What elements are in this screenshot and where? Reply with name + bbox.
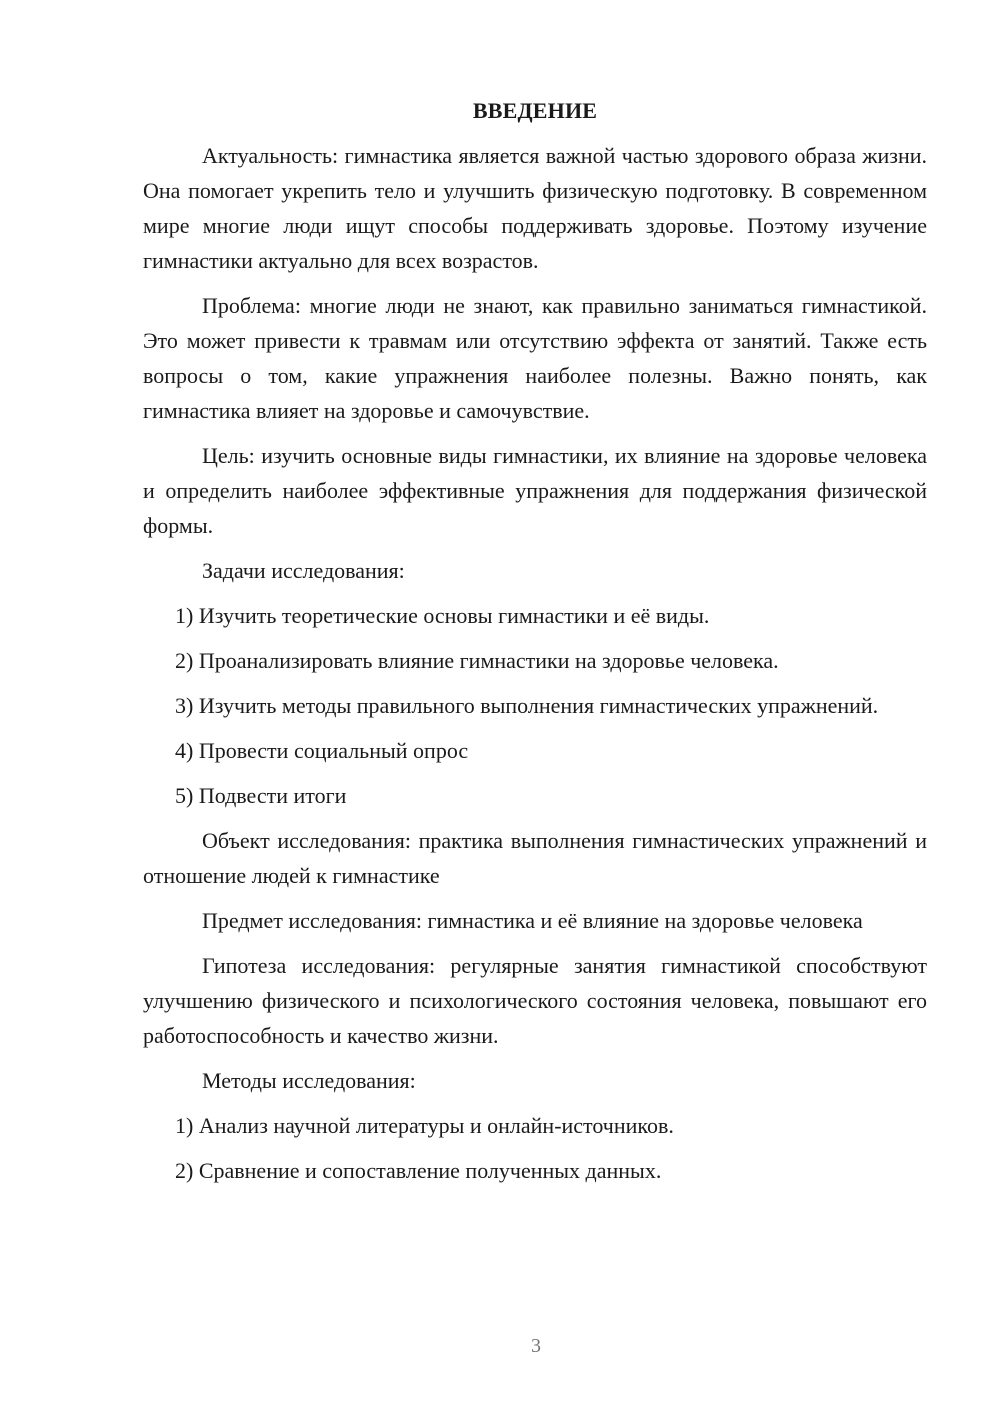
task-item-3: 3) Изучить методы правильного выполнения гимнастических упражнений. bbox=[175, 693, 879, 718]
document-body bbox=[143, 94, 927, 1198]
page-number: 3 bbox=[531, 1335, 541, 1357]
goal-paragraph: Цель: изучить основные виды гимнастики, их влияние на здоровье человека и определить наиболее эффективные упражнения для поддержания физической формы. bbox=[143, 443, 927, 538]
hypothesis-paragraph: Гипотеза исследования: регулярные занятия гимнастикой способствуют улучшению физического и психологического состояния человека, повышают его работоспособность и качество жизни. bbox=[143, 953, 927, 1048]
subject-paragraph: Предмет исследования: гимнастика и её влияние на здоровье человека bbox=[202, 908, 863, 933]
relevance-paragraph: Актуальность: гимнастика является важной частью здорового образа жизни. Она помогает укрепить тело и улучшить физическую подготовку. В современном мире многие люди ищут способы поддерживать здоровье. Поэтому изучение гимнастики актуально для всех возрастов. bbox=[143, 143, 927, 273]
method-item-1: 1) Анализ научной литературы и онлайн-источников. bbox=[175, 1113, 674, 1138]
task-item-1: 1) Изучить теоретические основы гимнастики и её виды. bbox=[175, 603, 710, 628]
task-item-4: 4) Провести социальный опрос bbox=[175, 738, 469, 763]
tasks-heading: Задачи исследования: bbox=[202, 558, 405, 583]
task-item-2: 2) Проанализировать влияние гимнастики на здоровье человека. bbox=[175, 648, 779, 673]
methods-heading: Методы исследования: bbox=[202, 1068, 416, 1093]
method-item-2: 2) Сравнение и сопоставление полученных данных. bbox=[175, 1158, 662, 1183]
problem-paragraph: Проблема: многие люди не знают, как правильно заниматься гимнастикой. Это может привести к травмам или отсутствию эффекта от занятий. Также есть вопросы о том, какие упражнения наиболее полезны. Важно понять, как гимнастика влияет на здоровье и самочувствие. bbox=[143, 293, 927, 423]
section-title: ВВЕДЕНИЕ bbox=[472, 98, 598, 123]
object-paragraph: Объект исследования: практика выполнения гимнастических упражнений и отношение людей к гимнастике bbox=[143, 828, 927, 888]
task-item-5: 5) Подвести итоги bbox=[175, 783, 347, 808]
